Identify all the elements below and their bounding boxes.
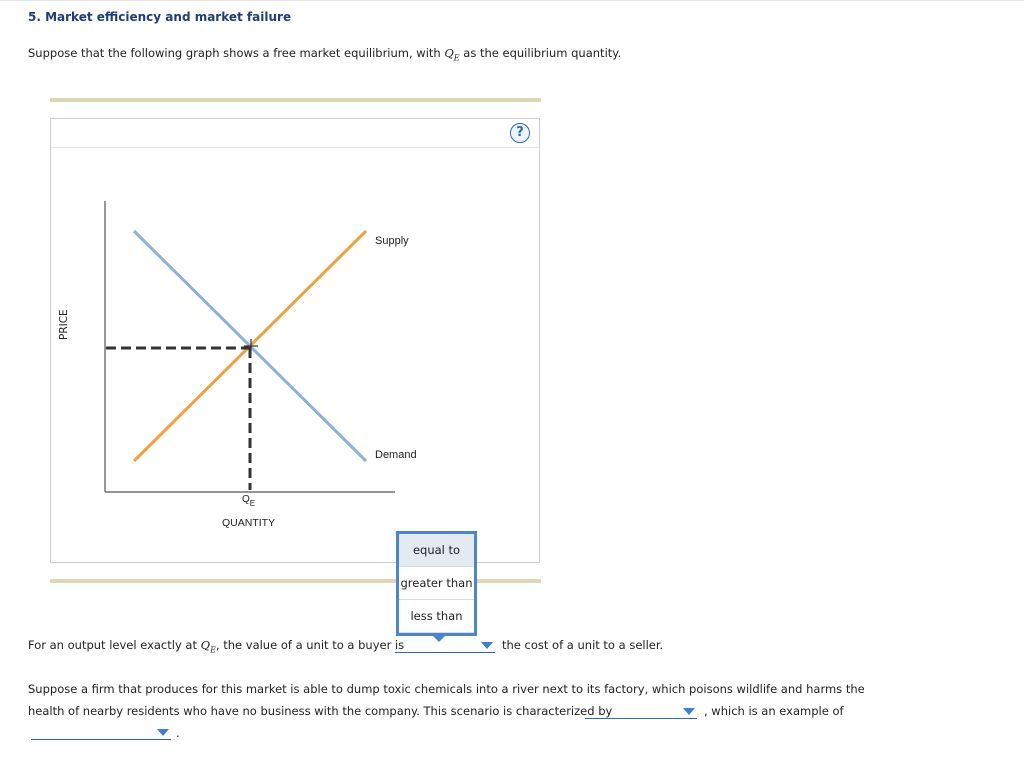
sentence-2-line-2: health of nearby residents who have no business with the company. This scenario is characterized by [28,704,613,718]
intro-before: Suppose that the following graph shows a free market equilibrium, with [28,46,445,60]
option-greater-than[interactable]: greater than [399,567,474,600]
y-axis-label: PRICE [58,309,70,340]
chevron-down-icon [157,729,169,736]
intro-after: as the equilibrium quantity. [459,46,622,60]
dropdown-menu [396,531,477,636]
graph-top-bar [50,98,541,102]
sentence-1-end: the cost of a unit to a seller. [502,638,664,652]
chevron-down-icon [683,708,695,715]
supply-label: Supply [375,235,409,247]
graph-panel [50,118,540,563]
example-of-dropdown[interactable] [31,725,171,740]
question-title: 5. Market efficiency and market failure [28,10,292,24]
qe-math: $Q_E$ [444,46,460,63]
scenario-characterized-dropdown[interactable] [585,704,697,719]
intro-text [28,46,621,62]
sentence-1: For an output level exactly at $Q_E$, the value of a unit to a buyer is [28,638,405,655]
option-less-than[interactable]: less than [399,600,474,633]
qe-math: $Q_E$ [200,638,216,655]
help-button[interactable]: ? [510,123,530,143]
top-divider [0,0,1024,1]
graph-header-divider [51,147,539,148]
demand-label: Demand [375,449,417,461]
option-equal-to[interactable]: equal to [399,534,474,567]
dropdown-menu-pointer-icon [432,635,446,642]
x-axis-label: QUANTITY [222,517,276,529]
sentence-2-line-2-end: , which is an example of [704,704,844,718]
sentence-2-line-1: Suppose a firm that produces for this market is able to dump toxic chemicals into a river next to its factory, which poisons wildlife and harms the [28,682,865,696]
sentence-2-period: . [176,726,180,740]
chevron-down-icon [481,642,493,649]
qe-tick-label: $Q_E$ [242,494,256,508]
